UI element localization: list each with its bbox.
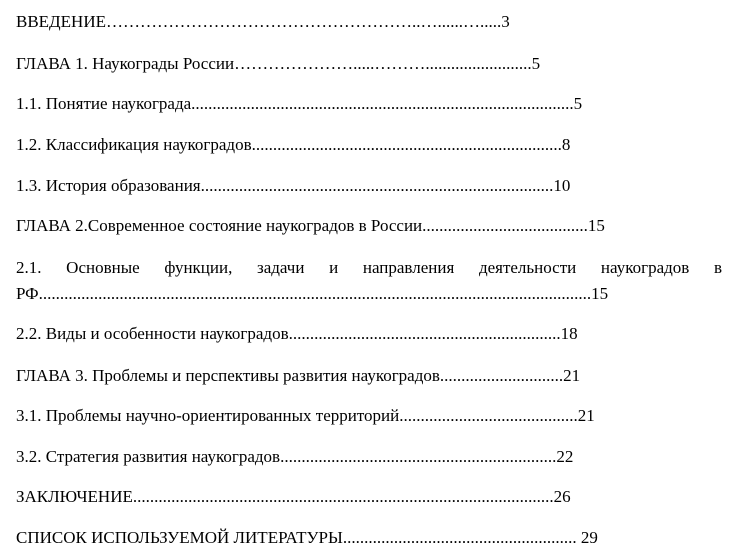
toc-entry-conclusion: ЗАКЛЮЧЕНИЕ...................................................................................................26 [16, 487, 571, 506]
toc-entry-chapter-2: ГЛАВА 2.Современное состояние наукоградов в России.......................................15 [16, 216, 605, 235]
toc-entry-3-1: 3.1. Проблемы научно-ориентированных территорий..........................................21 [16, 406, 595, 425]
toc-entry-1-2: 1.2. Классификация наукоградов.........................................................................8 [16, 135, 571, 154]
toc-entry-2-2: 2.2. Виды и особенности наукоградов................................................................18 [16, 324, 578, 343]
toc-entry-chapter-3: ГЛАВА 3. Проблемы и перспективы развития наукоградов.............................21 [16, 366, 581, 385]
toc-entry-2-1-line2: РФ..................................................................................................................................15 [16, 284, 609, 303]
toc-entry-2-1-line1: 2.1. Основные функции, задачи и направления деятельности наукоградов в [16, 258, 722, 277]
toc-entry-1-3: 1.3. История образования...................................................................................10 [16, 176, 571, 195]
toc-entry-introduction: ВВЕДЕНИЕ………………………………………………..…......….....3 [16, 12, 510, 31]
toc-entry-references: СПИСОК ИСПОЛЬЗУЕМОЙ ЛИТЕРАТУРЫ....................................................... 29 [16, 528, 598, 547]
toc-entry-3-2: 3.2. Стратегия развития наукоградов.................................................................22 [16, 447, 574, 466]
toc-entry-chapter-1: ГЛАВА 1. Наукограды России………………….....……….........................5 [16, 54, 541, 73]
toc-entry-1-1: 1.1. Понятие наукограда..........................................................................................5 [16, 94, 583, 113]
